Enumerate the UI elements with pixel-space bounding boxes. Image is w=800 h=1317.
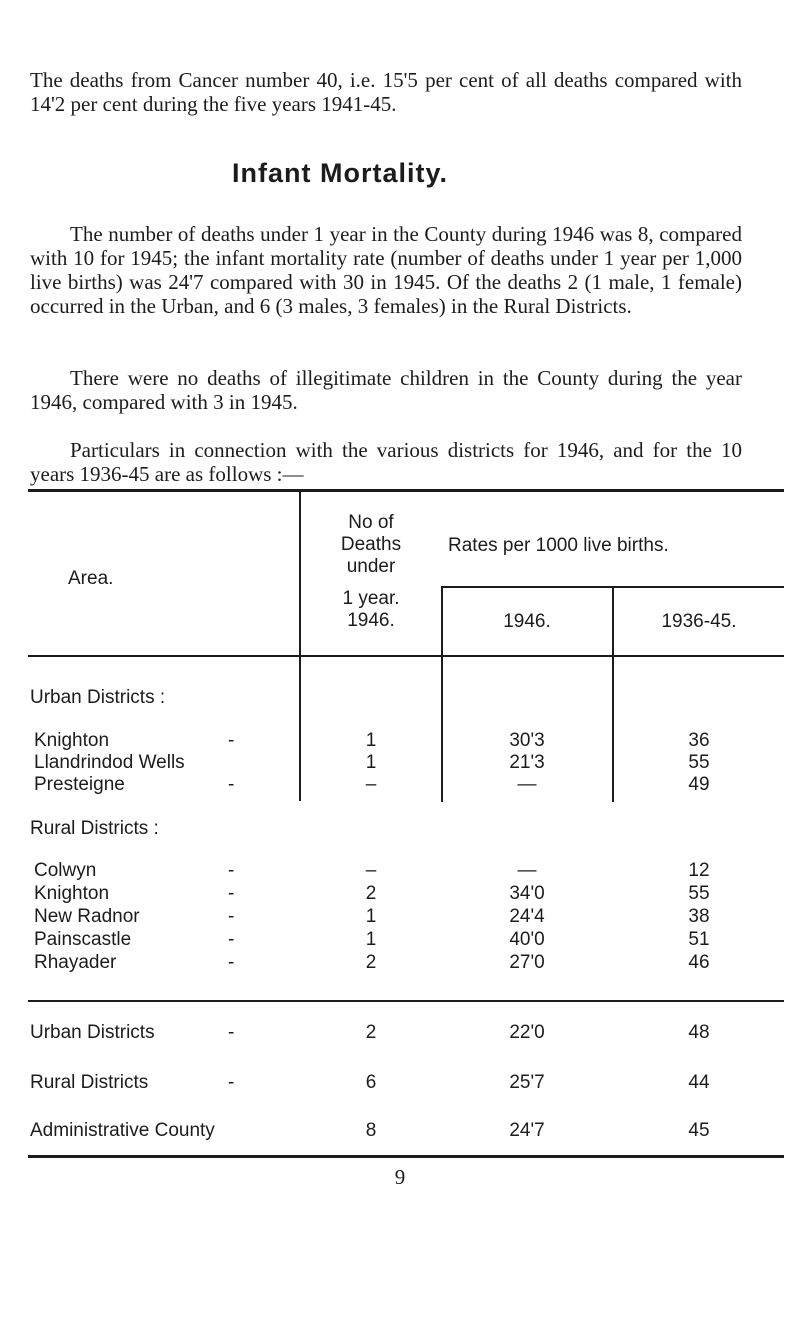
row-dash: -	[228, 730, 235, 751]
row-rate-1946: 40'0	[509, 929, 545, 950]
header-bottom-rule	[28, 655, 784, 657]
row-area: Urban Districts	[30, 1022, 155, 1043]
row-rate-1936-45: 44	[688, 1072, 710, 1093]
rates-header: Rates per 1000 live births.	[448, 535, 669, 556]
row-area: Rural Districts	[30, 1072, 149, 1093]
row-rate-1946: 21'3	[509, 752, 545, 773]
table-bottom-rule	[28, 1155, 784, 1158]
row-rate-1946: 22'0	[509, 1022, 545, 1043]
row-rate-1946: 30'3	[509, 730, 545, 751]
deaths-header-line: under	[346, 556, 396, 577]
row-dash: -	[228, 929, 235, 950]
row-dash: -	[228, 774, 235, 795]
intro-paragraph: The deaths from Cancer number 40, i.e. 15'5 per cent of all deaths compared with 14'2 per cent during the five years 1941-45.	[30, 68, 742, 116]
section-heading: Infant Mortality.	[232, 158, 448, 188]
row-area: Rhayader	[34, 952, 117, 973]
row-rate-1946: —	[517, 774, 537, 795]
row-rate-1936-45: 48	[688, 1022, 710, 1043]
row-rate-1946: 27'0	[509, 952, 545, 973]
row-rate-1936-45: 55	[688, 883, 710, 904]
row-rate-1936-45: 51	[688, 929, 710, 950]
deaths-header-line: 1946.	[347, 610, 395, 631]
row-deaths: 6	[365, 1072, 377, 1093]
row-deaths: 1	[365, 730, 377, 751]
row-dash: -	[228, 860, 235, 881]
row-dash: -	[228, 1022, 235, 1043]
row-dash: -	[228, 883, 235, 904]
row-rate-1946: 24'4	[509, 906, 545, 927]
row-rate-1946: 34'0	[509, 883, 545, 904]
row-deaths: 2	[365, 1022, 377, 1043]
row-rate-1936-45: 12	[688, 860, 710, 881]
table-top-rule	[28, 489, 784, 492]
row-rate-1936-45: 38	[688, 906, 710, 927]
row-area: Colwyn	[34, 860, 97, 881]
row-deaths: 1	[365, 929, 377, 950]
row-rate-1936-45: 45	[688, 1120, 710, 1141]
row-deaths: –	[365, 774, 377, 795]
rate-1946-header: 1946.	[503, 611, 551, 632]
row-deaths: –	[365, 860, 377, 881]
row-area: Presteigne	[34, 774, 125, 795]
area-header: Area.	[68, 568, 114, 589]
row-rate-1946: 24'7	[509, 1120, 545, 1141]
row-deaths: 1	[365, 752, 377, 773]
row-rate-1936-45: 55	[688, 752, 710, 773]
row-dash: -	[228, 952, 235, 973]
row-rate-1936-45: 46	[688, 952, 710, 973]
rates-subheader-rule	[441, 586, 784, 588]
row-deaths: 2	[365, 952, 377, 973]
row-dash: -	[228, 906, 235, 927]
deaths-header-line: No of	[348, 512, 394, 533]
row-area: New Radnor	[34, 906, 140, 927]
row-deaths: 2	[365, 883, 377, 904]
page-number: 9	[394, 1165, 406, 1189]
row-area: Llandrindod Wells	[34, 752, 185, 773]
row-rate-1936-45: 49	[688, 774, 710, 795]
row-deaths: 1	[365, 906, 377, 927]
row-area: Knighton	[34, 883, 110, 904]
row-rate-1946: 25'7	[509, 1072, 545, 1093]
row-rate-1946: —	[517, 860, 537, 881]
totals-separator-rule	[28, 1000, 784, 1002]
rate-1936-45-header: 1936-45.	[661, 611, 737, 632]
mortality-paragraph: The number of deaths under 1 year in the County during 1946 was 8, compared with 10 for 1945; the infant mortality rate (number of deaths under 1 year per 1,000 live births) was 24'7 compared with 30 in 1945. Of the deaths 2 (1 male, 1 female) occurred in the Urban, and 6 (3 males, 3 females) in the Rural Districts.	[30, 222, 742, 318]
row-area: Administrative County	[30, 1120, 215, 1141]
deaths-header-line: 1 year.	[342, 588, 400, 609]
row-dash: -	[228, 1072, 235, 1093]
particulars-paragraph: Particulars in connection with the various districts for 1946, and for the 10 years 1936-45 are as follows :—	[30, 438, 742, 486]
row-deaths: 8	[365, 1120, 377, 1141]
rural-section-heading: Rural Districts :	[30, 818, 159, 839]
illegitimate-paragraph: There were no deaths of illegitimate children in the County during the year 1946, compared with 3 in 1945.	[30, 366, 742, 414]
deaths-header-line: Deaths	[340, 534, 402, 555]
urban-section-heading: Urban Districts :	[30, 687, 166, 708]
row-rate-1936-45: 36	[688, 730, 710, 751]
row-area: Knighton	[34, 730, 110, 751]
row-area: Painscastle	[34, 929, 132, 950]
